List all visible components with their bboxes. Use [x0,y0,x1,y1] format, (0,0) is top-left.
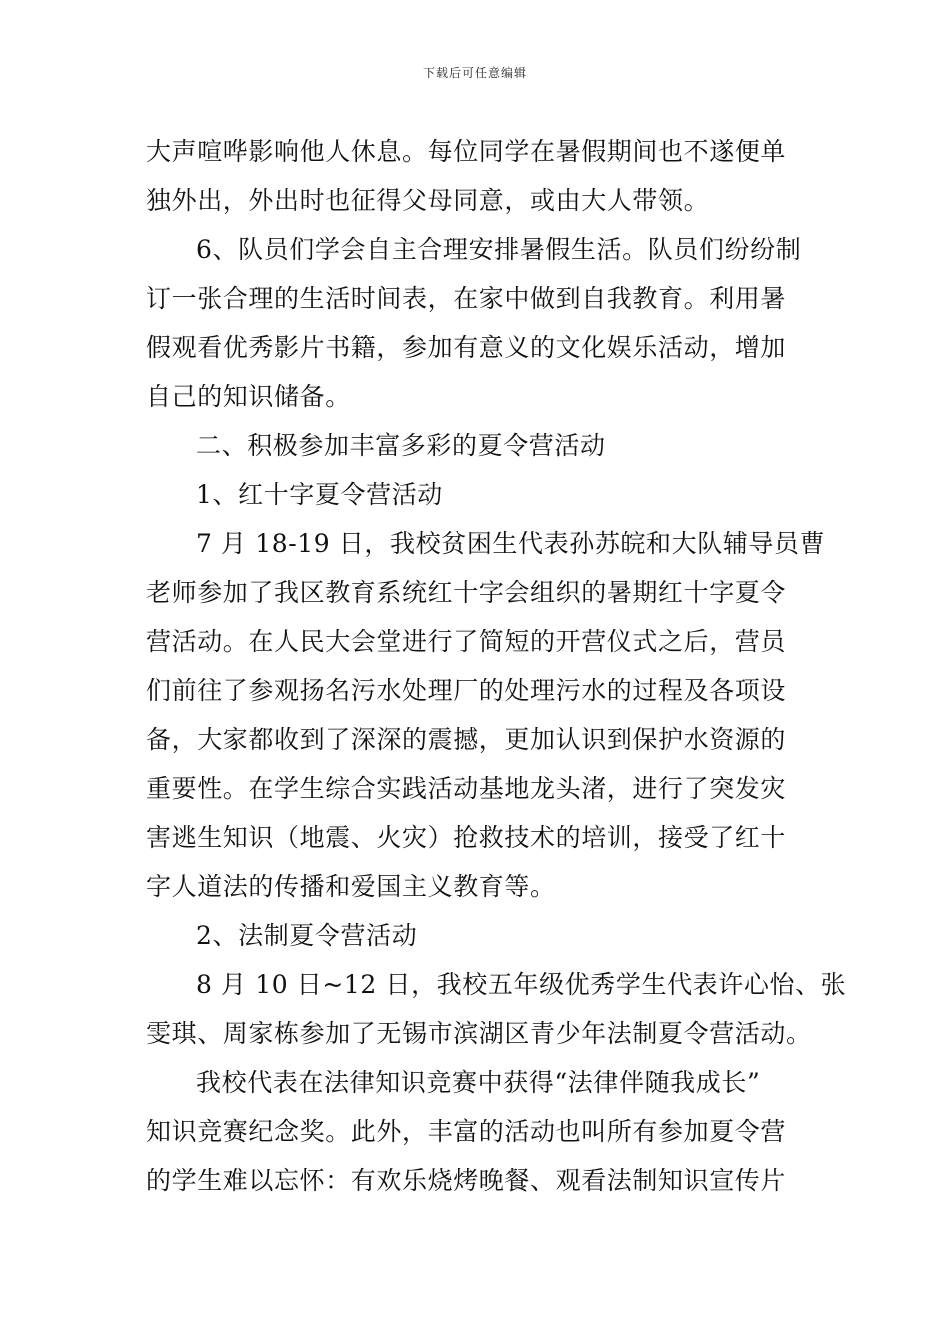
text-line: 知识竞赛纪念奖。此外，丰富的活动也叫所有参加夏令营 [146,1117,787,1146]
text-line: 7 月 18-19 日，我校贫困生代表孙苏皖和大队辅导员曹 [196,529,826,558]
header-note: 下载后可任意编辑 [422,66,527,80]
text-line: 们前往了参观扬名污水处理厂的处理污水的过程及各项设 [146,676,787,705]
text-line: 6、队员们学会自主合理安排暑假生活。队员们纷纷制 [196,235,802,264]
text-line: 害逃生知识（地震、火灾）抢救技术的培训，接受了红十 [146,823,787,852]
text-line: 大声喧哗影响他人休息。每位同学在暑假期间也不遂便单 [146,137,787,166]
document-body [146,127,847,1205]
text-line: 雯琪、周家栋参加了无锡市滨湖区青少年法制夏令营活动。 [146,1019,812,1048]
text-line: 我校代表在法律知识竞赛中获得“法律伴随我成长” [196,1068,761,1097]
text-line: 营活动。在人民大会堂进行了简短的开营仪式之后，营员 [146,627,787,656]
text-line: 备，大家都收到了深深的震撼，更加认识到保护水资源的 [146,725,787,754]
text-line: 重要性。在学生综合实践活动基地龙头渚，进行了突发灾 [146,774,787,803]
text-line: 老师参加了我区教育系统红十字会组织的暑期红十字夏令 [146,578,787,607]
text-line: 2、法制夏令营活动 [196,921,418,950]
text-line: 自己的知识储备。 [146,382,351,411]
text-line: 字人道法的传播和爱国主义教育等。 [146,872,556,901]
text-line: 独外出，外出时也征得父母同意，或由大人带领。 [146,186,710,215]
text-line: 的学生难以忘怀：有欢乐烧烤晚餐、观看法制知识宣传片 [146,1166,787,1195]
text-line: 二、积极参加丰富多彩的夏令营活动 [196,431,606,460]
text-line: 1、红十字夏令营活动 [196,480,443,509]
text-line: 订一张合理的生活时间表，在家中做到自我教育。利用暑 [146,284,787,313]
text-line: 8 月 10 日~12 日，我校五年级优秀学生代表许心怡、张 [196,970,847,999]
text-line: 假观看优秀影片书籍，参加有意义的文化娱乐活动，增加 [146,333,787,362]
